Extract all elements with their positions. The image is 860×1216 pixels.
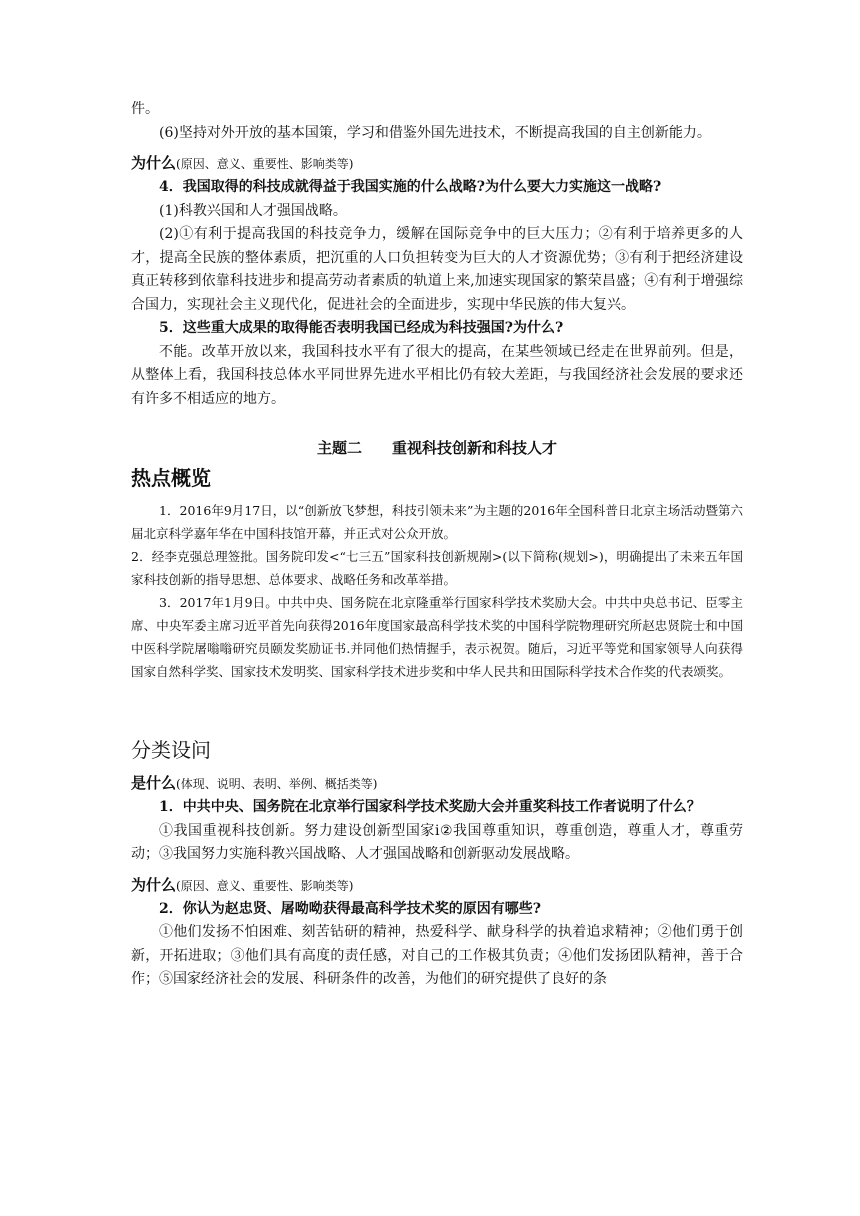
why-heading-2 bbox=[131, 873, 743, 898]
what-heading-note: (体现、说明、表明、举例、概括类等) bbox=[176, 777, 378, 791]
question-2: 2．你认为赵忠贤、屠呦呦获得最高科学技术奖的原因有哪些? bbox=[159, 900, 541, 917]
answer-4-part-2: (2)①有利于提高我国的科技竞争力，缓解在国际竞争中的巨大压力；②有利于培养更多的人才，提高全民族的整体素质，把沉重的人口负担转变为巨大的人才资源优势；③有利于把经济建设真正转移到依靠科技进步和提高劳动者素质的轨道上来,加速实现国家的繁荣昌盛；④有利于增强综合国力，实现社会主义现代化，促进社会的全面进步，实现中华民族的伟大复兴。 bbox=[131, 226, 743, 313]
question-5: 5．这些重大成果的取得能否表明我国已经成为科技强国?为什么? bbox=[159, 320, 564, 336]
hot-overview-list bbox=[131, 499, 743, 683]
classify-questions-title: 分类设问 bbox=[131, 738, 211, 762]
question-1: 1．中共中央、国务院在北京举行国家科学技术奖励大会并重奖科技工作者说明了什么？ bbox=[159, 799, 701, 815]
hot-item-2: 2．经李克强总理签批。国务院印发<“七三五”国家科技创新规剐>(以下简称(规划>)，明确提出了未来五年国家科技创新的指导思想、总体要求、战略任务和改革举措。 bbox=[131, 549, 743, 587]
why-heading-1 bbox=[131, 151, 743, 176]
answer-2: ①他们发扬不怕困难、刻苦钻研的精神，热爱科学、献身科学的执着追求精神；②他们勇于创新，开拓进取；③他们具有高度的责任感，对自己的工作极其负责；④他们发扬团队精神，善于合作；⑤国家经济社会的发展、科研条件的改善，为他们的研究提供了良好的条 bbox=[131, 924, 743, 987]
what-heading bbox=[131, 771, 743, 796]
answer-1: ①我国重视科技创新。努力建设创新型国家i②我国尊重知识，尊重创造，尊重人才，尊重劳动；③我国努力实施科教兴国战略、人才强国战略和创新驱动发展战略。 bbox=[131, 822, 743, 862]
why-heading-label: 为什么 bbox=[131, 154, 177, 172]
why-heading-note-2: (原因、意义、重要性、影响类等) bbox=[176, 878, 354, 893]
question-4: 4．我国取得的科技成就得益于我国实施的什么战略?为什么要大力实施这一战略? bbox=[159, 179, 662, 195]
theme-2-title: 主题二 重视科技创新和科技人才 bbox=[316, 439, 557, 457]
answer-5: 不能。改革开放以来，我国科技水平有了很大的提高，在某些领域已经走在世界前列。但是，从整体上看，我国科技总体水平同世界先进水平相比仍有较大差距，与我国经济社会发展的要求还有许多不相适应的地方。 bbox=[131, 343, 743, 407]
why-heading-label-2: 为什么 bbox=[131, 875, 177, 894]
paragraph-continuation: 件。 bbox=[131, 101, 159, 117]
answer-4-part-1: (1)科教兴国和人才强国战略。 bbox=[159, 202, 347, 219]
hot-item-3: 3．2017年1月9日。中共中央、国务院在北京隆重举行国家科学技术奖励大会。中共中央总书记、臣零主席、中央军委主席习近平首先向获得2016年度国家最高科学技术奖的中国科学院物理研究所赵忠贤院士和中国中医科学院屠嗡嗡研究员颐发奖励证书.并同他们热情握手，表示祝贺。随后，习近平等党和国家领导人向获得国家自然科学奖、国家技术发明奖、国家科学技术进步奖和中华人民共和田国际科学技术合作奖的代表颂奖。 bbox=[131, 595, 743, 679]
document-body bbox=[131, 98, 743, 992]
spacer bbox=[131, 683, 743, 733]
hot-item-1: 1．2016年9月17日，以“创新放飞梦想，科技引领未来”为主题的2016年全国科普日北京主场活动暨第六届北京科学嘉年华在中国科技馆开幕，并正式对公众开放。 bbox=[131, 503, 743, 541]
hot-overview-title: 热点概览 bbox=[131, 466, 211, 490]
why-heading-note: (原因、意义、重要性、影响类等) bbox=[176, 157, 354, 171]
what-heading-label: 是什么 bbox=[131, 774, 177, 792]
paragraph-point-6: (6)坚持对外开放的基本国策，学习和借鉴外国先进技术，不断提高我国的自主创新能力。 bbox=[159, 124, 711, 141]
